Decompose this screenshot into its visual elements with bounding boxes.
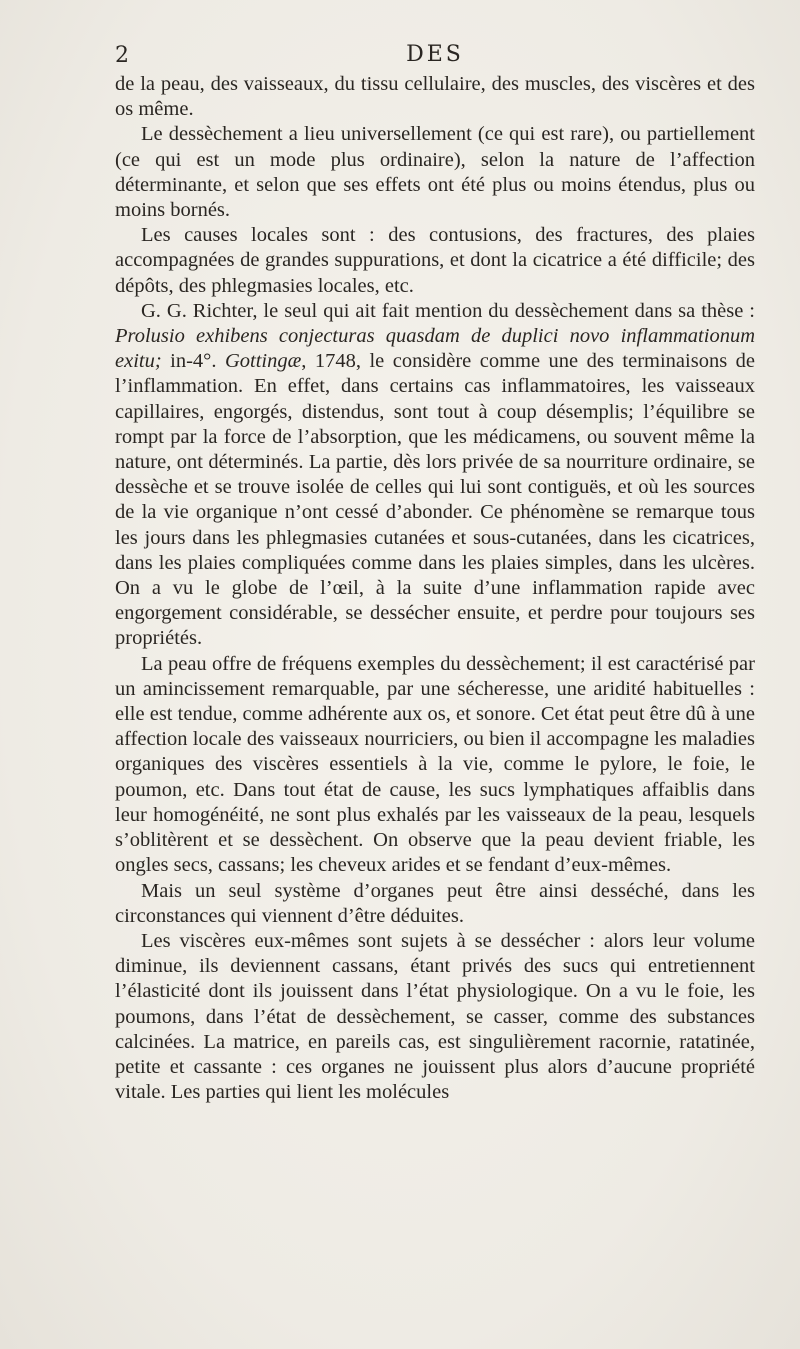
running-head: DES xyxy=(406,42,464,67)
paragraph: Les viscères eux-mêmes sont sujets à se dessécher : alors leur volume diminue, ils deviennent cassans, étant privés des sucs qui entretiennent l’élasticité dont ils jouissent dans l’état physiologique. On a vu le foie, les poumons, dans l’état de dessèchement, se casser, comme des substances calcinées. La matrice, en pareils cas, est singulièrement racornie, ratatinée, petite et cassante : ces organes ne jouissent plus alors d’aucune propriété vitale. Les parties qui lient les molécules xyxy=(115,929,755,1104)
thesis-title: Prolusio exhibens conjecturas quasdam de duplici novo inflammationum exitu; xyxy=(115,325,755,373)
place-name: Gottingæ xyxy=(224,350,302,373)
page-number: 2 xyxy=(115,43,129,68)
page-header xyxy=(115,38,755,72)
text-span: G. G. Richter, le seul qui ait fait mention du dessèchement dans sa thèse : xyxy=(141,299,755,322)
paragraph: Le dessèchement a lieu universellement (ce qui est rare), ou partiellement (ce qui est un mode plus ordinaire), selon la nature de l’affection déterminante, et selon que ses effets ont été plus ou moins étendus, plus ou moins bornés. xyxy=(115,123,755,222)
text-span: , 1748, le considère comme une des terminaisons de l’inflammation. En effet, dans certains cas inflammatoires, les vaisseaux capillaires, engorgés, distendus, sont tout à coup désemplis; l’équilibre se rompt par la force de l’absorption, que les médicamens, ou souvent même la nature, ont déterminés. La partie, dès lors privée de sa nourriture ordinaire, se dessèche et se trouve isolée de celles qui lui sont contiguës, et où les sources de la vie organique n’ont cessé d’abonder. Ce phénomène se remarque tous les jours dans les phlegmasies cutanées et sous-cutanées, dans les cicatrices, dans les plaies compliquées comme dans les plaies simples, dans les ulcères. On a vu le globe de l’œil, à la suite d’une inflammation rapide avec engorgement considérable, se dessécher ensuite, et perdre pour toujours ses propriétés. xyxy=(115,350,755,650)
paragraph-richter xyxy=(115,299,755,652)
text-span: in-4°. xyxy=(161,350,225,373)
body-text xyxy=(115,72,755,1105)
paragraph: de la peau, des vaisseaux, du tissu cellulaire, des muscles, des viscères et des os même. xyxy=(115,73,755,121)
paragraph: La peau offre de fréquens exemples du dessèchement; il est caractérisé par un amincissement remarquable, par une sécheresse, une aridité habituelles : elle est tendue, comme adhérente aux os, et sonore. Cet état peut être dû à une affection locale des vaisseaux nourriciers, ou bien il accompagne les maladies organiques des viscères essentiels à la vie, comme le pylore, le foie, le poumon, etc. Dans tout état de cause, les sucs lymphatiques affaiblis dans leur homogénéité, ne sont plus exhalés par les vaisseaux de la peau, lesquels s’oblitèrent et se dessèchent. On observe que la peau devient friable, les ongles secs, cassans; les cheveux arides et se fendant d’eux-mêmes. xyxy=(115,652,755,877)
paragraph: Mais un seul système d’organes peut être ainsi desséché, dans les circonstances qui viennent d’être déduites. xyxy=(115,879,755,927)
paragraph: Les causes locales sont : des contusions, des fractures, des plaies accompagnées de grandes suppurations, et dont la cicatrice a été difficile; des dépôts, des phlegmasies locales, etc. xyxy=(115,224,755,297)
